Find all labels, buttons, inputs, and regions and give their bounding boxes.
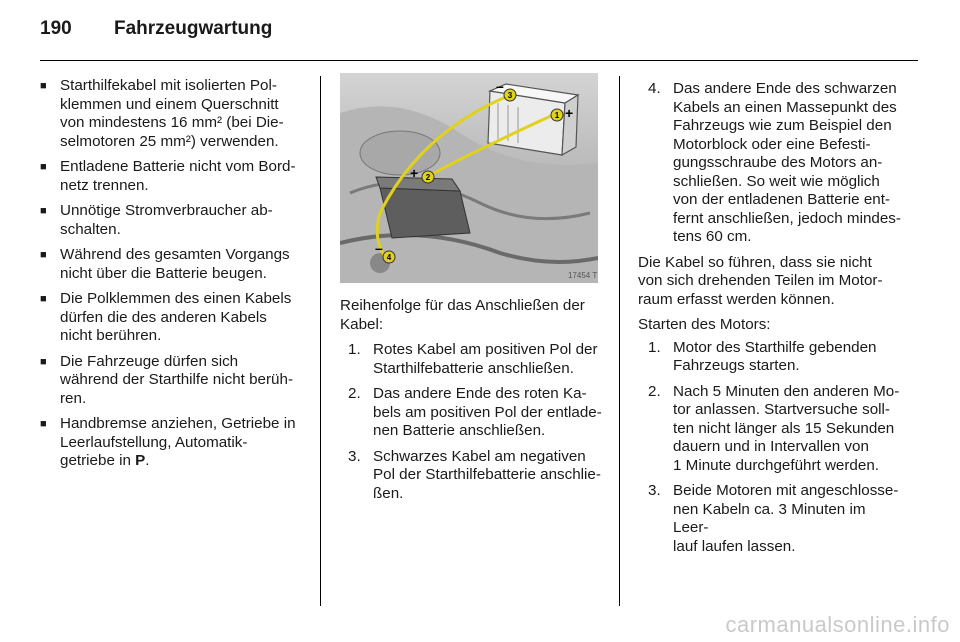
list-item: ■ Starthilfekabel mit isolierten Pol- klemmen und einem Querschnitt von mindestens 16 mm² (bei Die- selmotoren 25 mm²) verwenden. [40, 77, 308, 151]
plus-pole-mark-discharged: + [410, 165, 419, 181]
gear-position-p: P [135, 452, 146, 469]
list-item: ■ Während des gesamten Vorgangs nicht über die Batterie beugen. [40, 246, 308, 283]
list-item: 1. Motor des Starthilfe gebenden Fahrzeugs starten. [648, 338, 877, 374]
jump-start-illustration [340, 73, 598, 283]
start-heading: Starten des Motors: [638, 316, 771, 333]
minus-pole-mark-donor: – [496, 78, 504, 94]
list-item: ■ Die Fahrzeuge dürfen sich während der Starthilfe nicht berüh- ren. [40, 353, 308, 409]
column-divider-left [320, 76, 321, 606]
start-steps [638, 339, 902, 557]
page-header [40, 18, 272, 40]
cable-routing-note: Die Kabel so führen, dass sie nicht von sich drehenden Teilen im Motor- raum erfasst werden können. [638, 253, 883, 308]
precaution-list [40, 77, 308, 471]
svg-text:3: 3 [507, 91, 513, 100]
list-item: 1. Rotes Kabel am positiven Pol der Starthilfebatterie anschließen. [348, 341, 598, 377]
callout-4 [383, 251, 395, 263]
list-item: 4. Das andere Ende des schwarzen Kabels an einen Massepunkt des Fahrzeugs wie zum Beispiel den Motorblock oder eine Befesti- gungsschraube des Motors an- schließen. So weit wie möglich von der entladenen Batterie ent- fernt anschließen, jedoch mindes- tens 60 cm. [648, 80, 901, 245]
list-item: ■ Handbremse anziehen, Getriebe in Leerlaufstellung, Automatik- getriebe in P. [40, 415, 308, 471]
connection-steps [340, 341, 605, 503]
list-item: ■ Entladene Batterie nicht vom Bord- netz trennen. [40, 158, 308, 195]
figure-code: 17454 T [568, 271, 598, 280]
engine-bay-image [340, 73, 598, 283]
list-item: ■ Die Polklemmen des einen Kabels dürfen die des anderen Kabels nicht berühren. [40, 290, 308, 346]
svg-text:4: 4 [386, 253, 392, 262]
list-item: ■ Unnötige Stromverbraucher ab- schalten. [40, 202, 308, 239]
page-title: Fahrzeugwartung [114, 18, 273, 39]
svg-text:2: 2 [425, 173, 431, 182]
column-left [40, 77, 308, 478]
list-item: 3. Schwarzes Kabel am negativen Pol der Starthilfebatterie anschlie- ßen. [348, 447, 601, 502]
connection-step-4 [638, 80, 902, 247]
callout-3 [504, 89, 516, 101]
list-item: 3. Beide Motoren mit angeschlosse- nen Kabeln ca. 3 Minuten im Leer- lauf laufen lassen. [648, 482, 899, 555]
page-number: 190 [40, 18, 72, 39]
column-right [638, 80, 902, 563]
callout-1 [551, 109, 563, 121]
column-divider-right [619, 76, 620, 606]
callout-2 [422, 171, 434, 183]
discharged-battery [376, 177, 470, 238]
plus-pole-mark-donor: + [565, 105, 574, 121]
watermark: carmanualsonline.info [725, 612, 950, 637]
list-item: 2. Das andere Ende des roten Ka- bels am positiven Pol der entlade- nen Batterie anschließen. [348, 385, 602, 439]
connection-intro: Reihenfolge für das Anschließen der Kabel: [340, 297, 585, 333]
column-middle [340, 297, 605, 510]
list-item: 2. Nach 5 Minuten den anderen Mo- tor anlassen. Startversuche soll- ten nicht länger als 15 Sekunden dauern und in Intervallen von 1 Minute durchgeführt werden. [648, 382, 900, 474]
minus-ground-mark: – [375, 240, 383, 256]
header-rule [40, 60, 918, 61]
svg-text:1: 1 [554, 111, 560, 120]
